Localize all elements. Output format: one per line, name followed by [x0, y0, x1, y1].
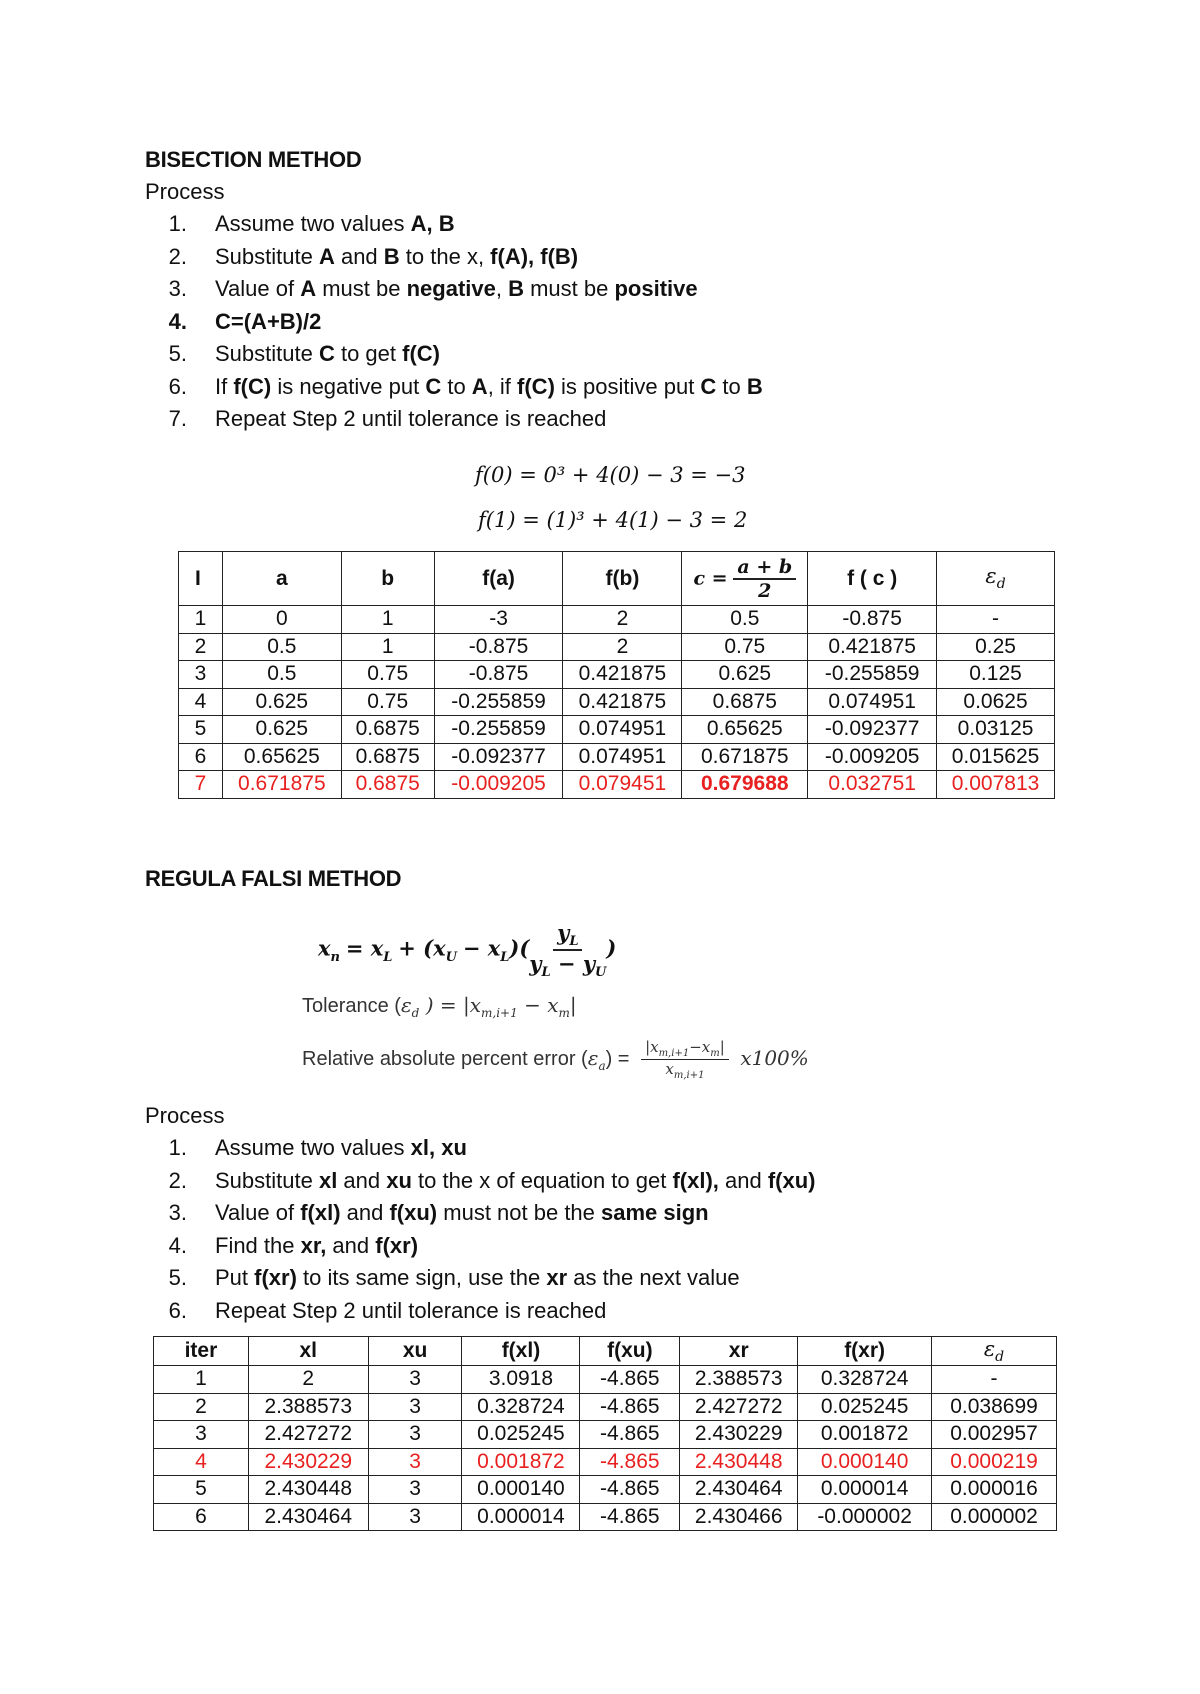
rape-eps-sub: a: [598, 1058, 606, 1073]
table-cell: 2: [154, 1393, 249, 1421]
table-cell: 1: [341, 606, 434, 634]
table-cell: 2.388573: [680, 1366, 798, 1394]
regula-steps: [145, 1132, 816, 1327]
table-cell: 0.65625: [682, 716, 808, 744]
step-text: B: [508, 276, 524, 301]
formula-den-sub2: U: [595, 965, 607, 981]
col-header-epsilon: [937, 552, 1055, 606]
table-cell: 3: [368, 1503, 462, 1531]
table-cell: 0.5: [682, 606, 808, 634]
table-cell: 5: [154, 1476, 249, 1504]
rape-num-sub1: m,i+1: [658, 1048, 690, 1059]
regula-title: REGULA FALSI METHOD: [145, 866, 402, 891]
table-cell: 0.6875: [682, 688, 808, 716]
table-cell: 2.430464: [248, 1503, 368, 1531]
col-header-xr: xr: [680, 1337, 798, 1366]
step-number: 3.: [168, 1200, 187, 1225]
step-text: A: [471, 373, 488, 399]
table-cell: 2.430229: [248, 1448, 368, 1476]
step-text: and: [326, 1232, 376, 1258]
table-cell: -4.865: [580, 1366, 680, 1394]
table-cell: 0.25: [937, 633, 1055, 661]
step-text: f(xr): [254, 1265, 297, 1290]
table-row: [154, 1366, 1057, 1394]
table-row: [179, 633, 1055, 661]
table-cell: 2.430448: [248, 1476, 368, 1504]
step-item: [145, 1197, 816, 1230]
step-text: Assume two values: [215, 211, 411, 236]
step-text: f(C): [233, 373, 272, 399]
col-header-i: I: [179, 552, 223, 606]
step-text: C: [700, 373, 717, 399]
table-cell: 0.328724: [462, 1393, 580, 1421]
bisection-table: [178, 551, 1055, 799]
rape-formula: [302, 1038, 809, 1081]
table-cell: 0.001872: [462, 1448, 580, 1476]
tolerance-close: |: [569, 993, 577, 1017]
table-cell: 7: [179, 771, 223, 799]
regula-formula: [318, 920, 616, 980]
table-cell: 2.427272: [248, 1421, 368, 1449]
table-cell: 0.125: [937, 661, 1055, 689]
table-cell: 2.427272: [680, 1393, 798, 1421]
step-text: as the next value: [567, 1265, 740, 1290]
step-text: Substitute: [215, 243, 319, 269]
table-cell: -0.875: [808, 606, 937, 634]
table-row: [154, 1476, 1057, 1504]
table-cell: 0.074951: [563, 743, 682, 771]
step-item: [145, 273, 763, 306]
bisection-steps: [145, 208, 763, 436]
col-header-a: a: [222, 552, 341, 606]
step-number: 5.: [168, 341, 187, 366]
step-text: and: [340, 1200, 390, 1225]
formula-num-sub: L: [569, 934, 579, 950]
table-cell: 0.038699: [932, 1393, 1057, 1421]
formula-den-sub1: L: [541, 965, 551, 981]
table-cell: 0.328724: [798, 1366, 932, 1394]
step-number: 4.: [168, 308, 187, 334]
step-text: xr: [546, 1265, 568, 1290]
step-text: Assume two values: [215, 1135, 411, 1160]
table-cell: 2.388573: [248, 1393, 368, 1421]
table-cell: 3: [368, 1476, 462, 1504]
step-text: positive: [614, 276, 698, 301]
step-text: f(xr): [375, 1232, 419, 1258]
step-text: to the x of equation to get: [411, 1167, 673, 1193]
equation-f0: f(0) = 0³ + 4(0) − 3 = −3: [475, 463, 746, 487]
tolerance-label: Tolerance (: [302, 995, 401, 1017]
table-cell: 0.015625: [937, 743, 1055, 771]
step-text: Repeat Step 2 until tolerance is reached: [215, 1297, 607, 1323]
step-text: Substitute: [215, 1167, 319, 1193]
step-number: 2.: [168, 1167, 187, 1193]
table-cell: -4.865: [580, 1393, 680, 1421]
table-cell: 0.5: [222, 633, 341, 661]
step-text: Substitute: [215, 341, 319, 366]
table-row: [179, 743, 1055, 771]
table-row: [179, 661, 1055, 689]
table-row: [154, 1393, 1057, 1421]
tolerance-rest: ) = |x: [419, 993, 482, 1017]
table-cell: -4.865: [580, 1421, 680, 1449]
step-item: [145, 1262, 816, 1295]
table-cell: -4.865: [580, 1503, 680, 1531]
table-cell: 0.6875: [341, 771, 434, 799]
step-text: to: [441, 373, 472, 399]
regula-header-row: [154, 1337, 1057, 1366]
step-item: [145, 403, 763, 436]
table-cell: 1: [179, 606, 223, 634]
step-item: [145, 338, 763, 371]
col-header-b: b: [341, 552, 434, 606]
table-cell: -0.255859: [808, 661, 937, 689]
bisection-title: BISECTION METHOD: [145, 147, 362, 172]
table-cell: 3: [368, 1448, 462, 1476]
c-formula-den: 2: [758, 579, 772, 602]
tolerance-eps-sub: d: [411, 1006, 420, 1020]
table-cell: 0.007813: [937, 771, 1055, 799]
table-cell: 2.430466: [680, 1503, 798, 1531]
step-text: B: [383, 243, 400, 269]
table-cell: 1: [341, 633, 434, 661]
equation-f1: f(1) = (1)³ + 4(1) − 3 = 2: [478, 508, 748, 532]
step-number: 3.: [168, 276, 187, 301]
col-header-xu: xu: [368, 1337, 462, 1366]
table-cell: 0.625: [682, 661, 808, 689]
c-formula-fraction: [733, 556, 796, 602]
step-number: 7.: [168, 406, 187, 431]
epsilon-subscript: d: [996, 576, 1006, 593]
step-item: [145, 208, 763, 241]
step-number: 5.: [168, 1265, 187, 1290]
table-cell: 3: [154, 1421, 249, 1449]
table-row: [154, 1448, 1057, 1476]
step-text: C=(A+B)/2: [215, 308, 322, 334]
col-header-iter: iter: [154, 1337, 249, 1366]
formula-fraction: [529, 920, 606, 980]
table-cell: 3: [368, 1366, 462, 1394]
step-text: is positive put: [554, 373, 701, 399]
epsilon-subscript: d: [995, 1349, 1005, 1366]
col-header-fxl: f(xl): [462, 1337, 580, 1366]
formula-den-minus: − y: [557, 951, 596, 977]
step-text: to: [716, 373, 747, 399]
table-cell: 2: [563, 633, 682, 661]
table-cell: 3: [368, 1421, 462, 1449]
step-item: [145, 241, 763, 274]
rape-eq: ) =: [605, 1047, 630, 1070]
table-cell: 0.671875: [222, 771, 341, 799]
bisection-process-label: Process: [145, 179, 225, 204]
table-cell: 0.079451: [563, 771, 682, 799]
table-cell: 0.025245: [462, 1421, 580, 1449]
step-text: f(xl),: [672, 1167, 719, 1193]
step-text: and: [334, 243, 384, 269]
table-cell: 0.625: [222, 716, 341, 744]
step-text: Put: [215, 1265, 255, 1290]
step-item: [145, 1165, 816, 1198]
table-row: [179, 688, 1055, 716]
formula-plus-xu: + (x: [398, 935, 446, 961]
table-cell: 0.000002: [932, 1503, 1057, 1531]
step-number: 1.: [168, 211, 187, 236]
step-text: C: [425, 373, 442, 399]
table-cell: 0.421875: [808, 633, 937, 661]
table-cell: 0.75: [341, 688, 434, 716]
table-cell: -0.092377: [434, 743, 563, 771]
tolerance-end: − x: [517, 993, 559, 1017]
step-number: 6.: [168, 1297, 187, 1323]
table-cell: 2.430229: [680, 1421, 798, 1449]
c-formula-lhs: c =: [693, 567, 728, 590]
col-header-fxu: f(xu): [580, 1337, 680, 1366]
table-cell: 4: [154, 1448, 249, 1476]
table-cell: 2.430448: [680, 1448, 798, 1476]
step-text: Value of: [215, 1200, 301, 1225]
table-cell: 0.074951: [563, 716, 682, 744]
step-item: [145, 371, 763, 404]
rape-den: x: [665, 1060, 674, 1078]
rape-num-mid: −x: [689, 1038, 711, 1056]
table-cell: 3: [368, 1393, 462, 1421]
bisection-header-row: [179, 552, 1055, 606]
rape-eps: ε: [587, 1045, 599, 1070]
step-text: A: [318, 243, 335, 269]
step-text: xu: [386, 1167, 412, 1193]
table-cell: 0.679688: [682, 771, 808, 799]
step-text: f(A), f(B): [490, 243, 579, 269]
table-cell: 0.65625: [222, 743, 341, 771]
table-cell: 0.025245: [798, 1393, 932, 1421]
step-number: 2.: [168, 243, 187, 269]
rape-tail: x100%: [740, 1045, 809, 1070]
step-text: B: [746, 373, 763, 399]
table-cell: 0.002957: [932, 1421, 1057, 1449]
formula-den-y1: y: [529, 951, 542, 977]
step-text: must not be the: [437, 1200, 602, 1225]
step-text: and: [337, 1167, 387, 1193]
regula-process-label: Process: [145, 1103, 225, 1128]
formula-close: ): [606, 935, 617, 961]
table-cell: 2: [179, 633, 223, 661]
step-text: xl: [318, 1167, 338, 1193]
table-cell: -4.865: [580, 1448, 680, 1476]
formula-xn-sub: n: [330, 949, 340, 965]
step-text: f(xu): [767, 1167, 816, 1193]
step-item: [145, 306, 763, 339]
table-cell: 0.000219: [932, 1448, 1057, 1476]
table-cell: 0.75: [341, 661, 434, 689]
step-text: negative: [406, 276, 496, 301]
table-cell: -0.009205: [808, 743, 937, 771]
step-text: xl, xu: [410, 1135, 467, 1160]
formula-xl-sub2: L: [500, 949, 510, 965]
table-row: [179, 771, 1055, 799]
table-cell: -0.092377: [808, 716, 937, 744]
col-header-fxr: f(xr): [798, 1337, 932, 1366]
table-cell: 0.625: [222, 688, 341, 716]
table-cell: 0.5: [222, 661, 341, 689]
table-cell: 0.000140: [462, 1476, 580, 1504]
tolerance-sub1: m,i+1: [481, 1006, 518, 1020]
formula-paren: )(: [509, 935, 530, 961]
formula-xn: x: [318, 935, 331, 961]
step-text: ,: [495, 276, 509, 301]
table-cell: 0.03125: [937, 716, 1055, 744]
step-text: f(xu): [389, 1200, 438, 1225]
col-header-epsilon: [932, 1337, 1057, 1366]
step-text: Value of: [215, 276, 301, 301]
table-cell: 2.430464: [680, 1476, 798, 1504]
table-cell: -: [937, 606, 1055, 634]
table-cell: 0.421875: [563, 661, 682, 689]
step-text: C: [318, 341, 335, 366]
table-cell: 2: [248, 1366, 368, 1394]
col-header-fc: f ( c ): [808, 552, 937, 606]
table-cell: 0.000016: [932, 1476, 1057, 1504]
step-text: f(C): [402, 341, 440, 366]
table-row: [179, 606, 1055, 634]
step-text: If: [215, 373, 234, 399]
step-text: must be: [523, 276, 615, 301]
table-cell: 0: [222, 606, 341, 634]
rape-label: Relative absolute percent error (: [302, 1047, 588, 1070]
formula-xu-sub: U: [445, 949, 457, 965]
table-cell: 0.001872: [798, 1421, 932, 1449]
table-cell: -: [932, 1366, 1057, 1394]
table-cell: 0.000014: [462, 1503, 580, 1531]
step-text: must be: [316, 276, 407, 301]
tolerance-eps: ε: [400, 993, 412, 1017]
table-cell: 0.0625: [937, 688, 1055, 716]
table-cell: -0.009205: [434, 771, 563, 799]
col-header-c-formula: [682, 552, 808, 606]
c-formula-num: a + b: [733, 556, 796, 580]
col-header-xl: xl: [248, 1337, 368, 1366]
table-cell: 3: [179, 661, 223, 689]
table-cell: -0.875: [434, 633, 563, 661]
epsilon-symbol: ε: [985, 564, 997, 589]
step-item: [145, 1295, 816, 1328]
step-number: 1.: [168, 1135, 187, 1160]
table-cell: 0.074951: [808, 688, 937, 716]
table-cell: 2: [563, 606, 682, 634]
table-cell: 0.6875: [341, 743, 434, 771]
rape-num-sub2: m: [710, 1048, 720, 1059]
tolerance-sub2: m: [558, 1006, 570, 1020]
table-row: [154, 1503, 1057, 1531]
table-cell: -0.255859: [434, 716, 563, 744]
table-cell: 0.75: [682, 633, 808, 661]
step-text: same sign: [601, 1200, 709, 1225]
table-cell: -3: [434, 606, 563, 634]
step-text: A: [300, 276, 317, 301]
step-number: 4.: [168, 1232, 187, 1258]
formula-num-y: y: [557, 920, 570, 945]
formula-minus-xl: − x: [462, 935, 501, 961]
table-row: [154, 1421, 1057, 1449]
step-text: f(C): [517, 373, 555, 399]
step-text: and: [718, 1167, 768, 1193]
rape-den-sub: m,i+1: [673, 1070, 705, 1081]
table-cell: -0.875: [434, 661, 563, 689]
table-cell: -0.255859: [434, 688, 563, 716]
formula-eq-xl: = x: [345, 935, 384, 961]
formula-xl-sub: L: [383, 949, 393, 965]
tolerance-formula: [302, 993, 577, 1020]
table-cell: 0.6875: [341, 716, 434, 744]
rape-fraction: [641, 1038, 729, 1081]
step-number: 6.: [168, 373, 187, 399]
table-cell: 5: [179, 716, 223, 744]
step-item: [145, 1132, 816, 1165]
table-cell: 0.000140: [798, 1448, 932, 1476]
table-cell: 0.032751: [808, 771, 937, 799]
col-header-fa: f(a): [434, 552, 563, 606]
step-text: , if: [487, 373, 518, 399]
step-text: xr,: [300, 1232, 327, 1258]
table-cell: 0.000014: [798, 1476, 932, 1504]
table-cell: 1: [154, 1366, 249, 1394]
table-cell: 3.0918: [462, 1366, 580, 1394]
step-text: A, B: [410, 211, 455, 236]
step-text: to get: [334, 341, 403, 366]
table-row: [179, 716, 1055, 744]
table-cell: -0.000002: [798, 1503, 932, 1531]
table-cell: 6: [154, 1503, 249, 1531]
table-cell: -4.865: [580, 1476, 680, 1504]
col-header-fb: f(b): [563, 552, 682, 606]
table-cell: 4: [179, 688, 223, 716]
table-cell: 6: [179, 743, 223, 771]
step-text: to its same sign, use the: [296, 1265, 547, 1290]
step-item: [145, 1230, 816, 1263]
table-cell: 0.421875: [563, 688, 682, 716]
step-text: Repeat Step 2 until tolerance is reached: [215, 406, 607, 431]
epsilon-symbol: ε: [983, 1337, 996, 1361]
step-text: is negative put: [271, 373, 426, 399]
step-text: f(xl): [300, 1200, 341, 1225]
step-text: to the x,: [399, 243, 491, 269]
rape-num: |x: [645, 1038, 659, 1056]
regula-table: [153, 1336, 1057, 1531]
step-text: Find the: [215, 1232, 301, 1258]
rape-num-end: |: [719, 1038, 725, 1056]
table-cell: 0.671875: [682, 743, 808, 771]
